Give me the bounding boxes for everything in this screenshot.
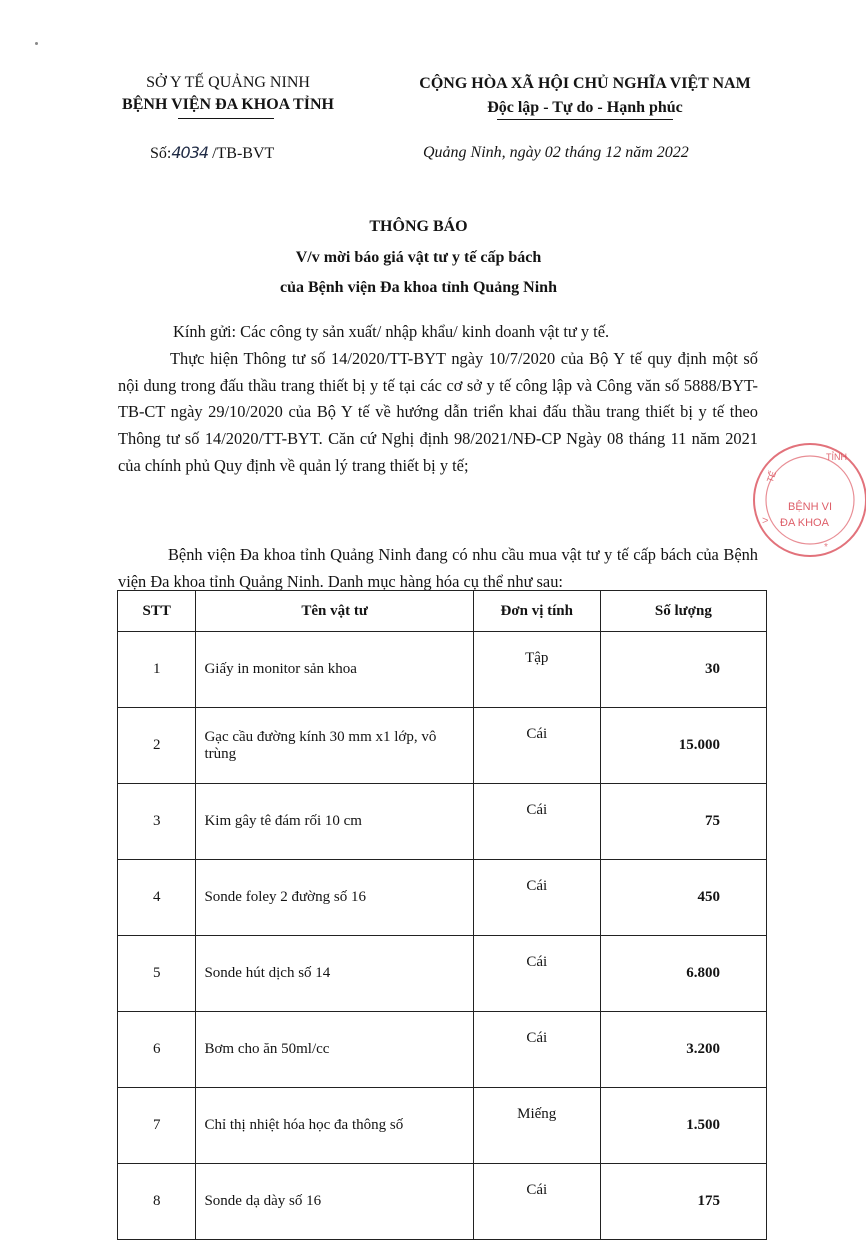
row-unit: Miếng	[473, 1088, 600, 1164]
row-item-name: Bơm cho ăn 50ml/cc	[196, 1012, 473, 1088]
document-title: THÔNG BÁO	[369, 218, 468, 235]
header-stt: STT	[118, 591, 196, 632]
national-title: CỘNG HÒA XÃ HỘI CHỦ NGHĨA VIỆT NAM	[419, 75, 751, 92]
header-quantity: Số lượng	[600, 591, 766, 632]
row-item-name: Sonde hút dịch số 14	[196, 936, 473, 1012]
table-row	[118, 1012, 767, 1088]
row-item-name: Sonde dạ dày số 16	[196, 1164, 473, 1240]
seal-text-line2: ĐA KHOA	[780, 517, 829, 529]
row-quantity: 175	[600, 1164, 766, 1240]
request-paragraph: Bệnh viện Đa khoa tỉnh Quảng Ninh đang có nhu cầu mua vật tư y tế cấp bách của Bệnh viện Đa khoa tỉnh Quảng Ninh. Danh mục hàng hóa cụ thể như sau:	[118, 545, 758, 591]
national-header	[380, 72, 790, 120]
row-quantity: 450	[600, 860, 766, 936]
seal-outer-ring	[754, 444, 866, 556]
document-number-handwritten: 4034	[171, 143, 209, 162]
row-stt: 3	[118, 784, 196, 860]
row-stt: 4	[118, 860, 196, 936]
seal-inner-ring	[766, 456, 854, 544]
row-unit: Cái	[473, 860, 600, 936]
table-row	[118, 936, 767, 1012]
table-header-row	[118, 591, 767, 632]
row-unit: Cái	[473, 1164, 600, 1240]
issuer-department: SỞ Y TẾ QUẢNG NINH	[146, 74, 310, 91]
row-stt: 8	[118, 1164, 196, 1240]
document-subject: V/v mời báo giá vật tư y tế cấp bách	[295, 249, 542, 266]
seal-star-icon: *	[824, 542, 828, 553]
table-row	[118, 1088, 767, 1164]
row-item-name: Kim gây tê đám rối 10 cm	[196, 784, 473, 860]
row-stt: 7	[118, 1088, 196, 1164]
issuer-underline	[178, 118, 274, 119]
row-item-name: Sonde foley 2 đường số 16	[196, 860, 473, 936]
supplies-table	[117, 590, 767, 1240]
document-number-suffix: /TB-BVT	[208, 145, 275, 162]
table-row	[118, 1164, 767, 1240]
row-quantity: 1.500	[600, 1088, 766, 1164]
seal-chevron-icon: >	[762, 515, 769, 527]
document-subject-line2: của Bệnh viện Đa khoa tỉnh Quảng Ninh	[280, 279, 557, 296]
row-item-name: Gạc cầu đường kính 30 mm x1 lớp, vô trùng	[196, 708, 473, 784]
row-unit: Cái	[473, 1012, 600, 1088]
row-stt: 5	[118, 936, 196, 1012]
row-stt: 2	[118, 708, 196, 784]
row-stt: 1	[118, 632, 196, 708]
document-date: Quảng Ninh, ngày 02 tháng 12 năm 2022	[423, 144, 689, 161]
header-unit: Đơn vị tính	[473, 591, 600, 632]
row-quantity: 30	[600, 632, 766, 708]
table-row	[118, 632, 767, 708]
table-row	[118, 708, 767, 784]
seal-text-top: TỈNH	[826, 452, 847, 462]
hospital-seal-stamp	[748, 438, 866, 558]
row-item-name: Chỉ thị nhiệt hóa học đa thông số	[196, 1088, 473, 1164]
issuer-header	[78, 72, 378, 116]
document-number	[150, 143, 274, 163]
table-row	[118, 860, 767, 936]
header-item-name: Tên vật tư	[196, 591, 473, 632]
row-unit: Cái	[473, 784, 600, 860]
row-quantity: 15.000	[600, 708, 766, 784]
motto-underline	[497, 119, 673, 120]
row-item-name: Giấy in monitor sản khoa	[196, 632, 473, 708]
issuer-hospital: BỆNH VIỆN ĐA KHOA TỈNH	[122, 96, 334, 113]
row-unit: Tập	[473, 632, 600, 708]
row-stt: 6	[118, 1012, 196, 1088]
scan-speck	[35, 42, 38, 45]
table-row	[118, 784, 767, 860]
row-quantity: 6.800	[600, 936, 766, 1012]
row-unit: Cái	[473, 708, 600, 784]
row-quantity: 3.200	[600, 1012, 766, 1088]
document-number-prefix: Số:	[150, 145, 172, 162]
row-quantity: 75	[600, 784, 766, 860]
national-motto: Độc lập - Tự do - Hạnh phúc	[487, 99, 683, 116]
legal-basis-paragraph: Thực hiện Thông tư số 14/2020/TT-BYT ngày 10/7/2020 của Bộ Y tế quy định một số nội dung trong đấu thầu trang thiết bị y tế tại các cơ sở y tế công lập và Công văn số 5888/BYT-TB-CT ngày 29/10/2020 của Bộ Y tế về hướng dẫn triển khai đấu thầu trang thiết bị y tế theo Thông tư số 14/2020/TT-BYT. Căn cứ Nghị định 98/2021/NĐ-CP Ngày 08 tháng 11 năm 2021 của chính phủ Quy định về quản lý trang thiết bị y tế;	[118, 349, 758, 475]
row-unit: Cái	[473, 936, 600, 1012]
recipient-paragraph: Kính gửi: Các công ty sản xuất/ nhập khẩu/ kinh doanh vật tư y tế.	[173, 322, 610, 341]
seal-text-line1: BỆNH VI	[788, 501, 833, 513]
seal-text-left: TẾ	[764, 469, 779, 484]
